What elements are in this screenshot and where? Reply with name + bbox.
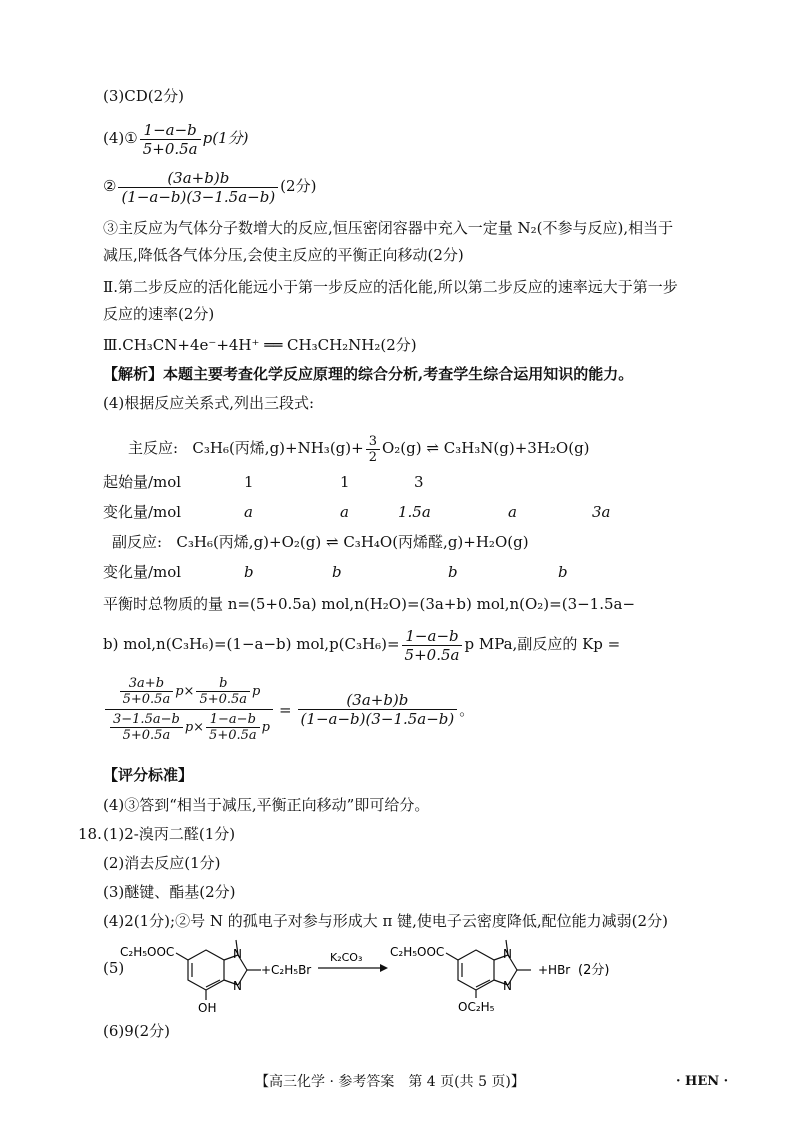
product-oet-text: OC₂H₅ — [458, 1000, 495, 1014]
reactant-structure — [176, 940, 261, 1000]
q18-a3: (3)醚键、酯基(2分) — [103, 883, 236, 901]
analysis-heading: 【解析】本题主要考查化学反应原理的综合分析,考查学生综合运用知识的能力。 — [103, 365, 634, 383]
q18-a4: (4)2(1分);②号 N 的孤电子对参与形成大 π 键,使电子云密度降低,配位能力减弱(2分) — [103, 912, 668, 930]
equilibrium-line2: b) mol,n(C₃H₆)=(1−a−b) mol,p(C₃H₆)= $\frac{1-a-b}{5+0.5a}$ p MPa,副反应的 Kp = — [103, 626, 621, 664]
svg-text:N: N — [233, 979, 242, 993]
kp-compound-fraction: $\frac{3a+b}{5+0.5a}$ p× $\frac{b}{5+0.5a}$ p $\frac{3-1.5a-b}{5+0.5a}$ p× $\frac{1-a-b}{5+0.5a}$ p — [105, 676, 273, 743]
svg-text:N: N — [503, 979, 512, 993]
answer-part2-line1: Ⅱ.第二步反应的活化能远小于第一步反应的活化能,所以第二步反应的速率远大于第一步 — [103, 278, 678, 296]
q18-number: 18. — [78, 825, 102, 843]
grading-text: (4)③答到“相当于减压,平衡正向移动”即可给分。 — [103, 796, 430, 814]
q18-a5-label: (5) — [103, 959, 125, 977]
reaction-scheme — [118, 928, 678, 1018]
reactant-ester-text: C₂H₅OOC — [120, 945, 175, 959]
grading-heading: 【评分标准】 — [103, 766, 194, 784]
q18-a1: (1)2-溴丙二醛(1分) — [103, 825, 236, 843]
answer-q4-3-line1: ③主反应为气体分子数增大的反应,恒压密闭容器中充入一定量 N₂(不参与反应),相当于 — [103, 219, 674, 237]
answer-q4-1 — [103, 118, 248, 158]
svg-text:N: N — [233, 947, 242, 961]
product-ester-text: C₂H₅OOC — [390, 945, 445, 959]
main-reaction: 主反应: C₃H₆(丙烯,g)+NH₃(g)+ $\frac{3}{2}$ O₂(g) ⇌ C₃H₃N(g)+3H₂O(g) — [128, 433, 590, 465]
footer-code: · HEN · — [676, 1074, 729, 1089]
row-change-value: a — [508, 503, 517, 521]
row-change-value: 3a — [592, 503, 611, 521]
row-side-value: b — [558, 563, 568, 581]
answer-q4-2: ② $\frac{(3a+b)b}{(1-a-b)(3-1.5a-b)}$ (2分) — [103, 168, 317, 206]
row-change-value: a — [244, 503, 253, 521]
row-start-label: 起始量/mol — [103, 473, 182, 491]
q4-1-fraction: $\frac{1-a-b}{5+0.5a}$ — [140, 121, 201, 158]
kp-result-fraction: $\frac{(3a+b)b}{(1-a-b)(3-1.5a-b)}$ — [298, 691, 458, 728]
row-change-label: 变化量/mol — [103, 503, 182, 521]
product-structure — [446, 940, 531, 998]
answer-part2-line2: 反应的速率(2分) — [103, 305, 215, 323]
answer-q4-3-line2: 减压,降低各气体分压,会使主反应的平衡正向移动(2分) — [103, 246, 464, 264]
reagent-text: +C₂H₅Br — [261, 963, 312, 977]
q18-a2: (2)消去反应(1分) — [103, 854, 221, 872]
q18-a6: (6)9(2分) — [103, 1022, 171, 1040]
row-side-value: b — [244, 563, 254, 581]
analysis-intro: (4)根据反应关系式,列出三段式: — [103, 394, 315, 412]
hbr-text: +HBr — [538, 963, 571, 977]
answer-q3: (3)CD(2分) — [103, 87, 184, 105]
q4-2-fraction: $\frac{(3a+b)b}{(1-a-b)(3-1.5a-b)}$ — [118, 169, 278, 206]
side-reaction: 副反应: C₃H₆(丙烯,g)+O₂(g) ⇌ C₃H₄O(丙烯醛,g)+H₂O(g) — [112, 533, 529, 551]
answer-part3: Ⅲ.CH₃CN+4e⁻+4H⁺ ══ CH₃CH₂NH₂(2分) — [103, 336, 417, 354]
svg-text:N: N — [503, 947, 512, 961]
row-side-value: b — [332, 563, 342, 581]
score-text: (2分) — [578, 963, 610, 978]
three-halves-fraction: $\frac{3}{2}$ — [366, 434, 380, 465]
row-change-value: a — [340, 503, 349, 521]
row-start-value: 1 — [244, 473, 254, 491]
row-change-value: 1.5a — [398, 503, 431, 521]
row-side-value: b — [448, 563, 458, 581]
row-start-value: 3 — [414, 473, 424, 491]
reactant-oh-text: OH — [198, 1001, 217, 1015]
kp-expression: $\frac{3a+b}{5+0.5a}$ p× $\frac{b}{5+0.5a}$ p $\frac{3-1.5a-b}{5+0.5a}$ p× $\frac{1-a-b}{5+0.5a}$ p = $\frac{(3a+b)b}{(1-a-b)(3-1.5a-b)}$ 。 — [103, 676, 474, 743]
q4-1-suffix: p(1分) — [202, 129, 249, 147]
condition-text: K₂CO₃ — [330, 951, 363, 964]
equilibrium-line1: 平衡时总物质的量 n=(5+0.5a) mol,n(H₂O)=(3a+b) mol,n(O₂)=(3−1.5a− — [103, 595, 636, 613]
q4-1-prefix: (4)① — [103, 129, 138, 147]
page-footer: 【高三化学 · 参考答案 第 4 页(共 5 页)】 — [255, 1074, 525, 1090]
row-start-value: 1 — [340, 473, 350, 491]
row-side-label: 变化量/mol — [103, 563, 182, 581]
